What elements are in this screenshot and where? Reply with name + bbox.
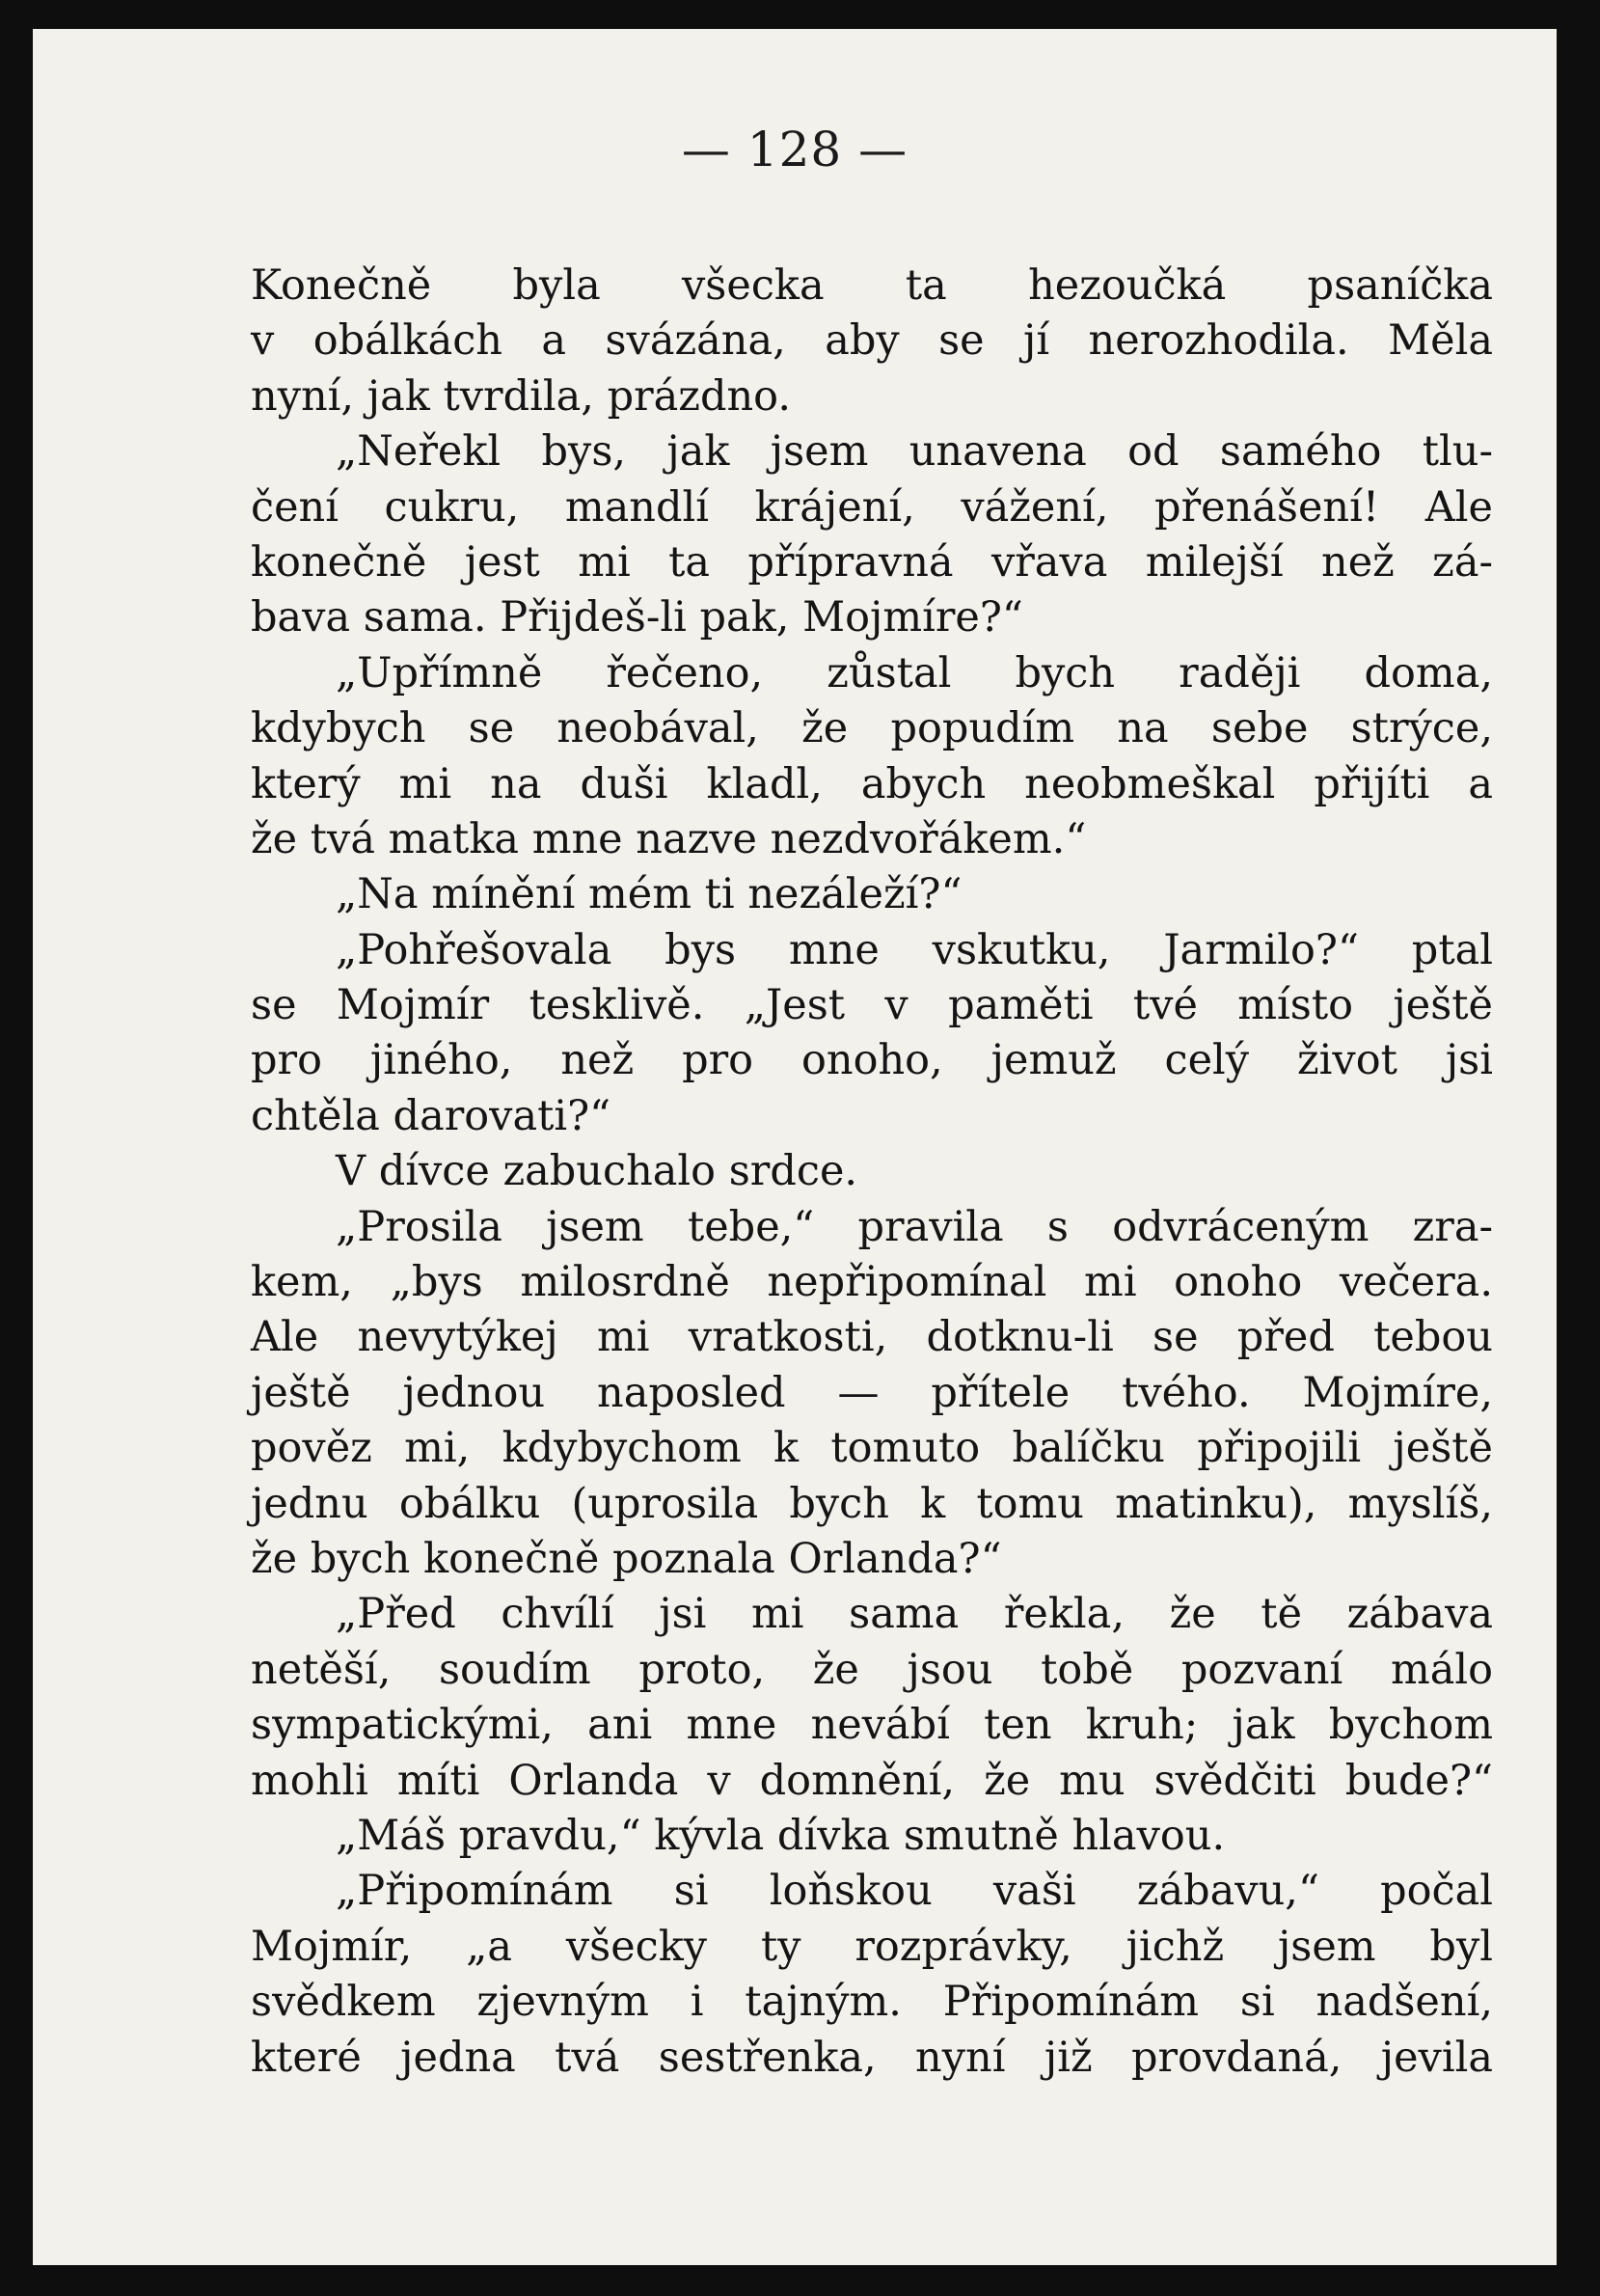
text-line: V dívce zabuchalo srdce. [336, 1147, 858, 1196]
text-line: „Před chvílí jsi mi sama řekla, že tě zábava [336, 1590, 1493, 1639]
text-line: „Neřekl bys, jak jsem unavena od samého tlu- [336, 427, 1493, 477]
text-line: konečně jest mi ta přípravná vřava milejší než zá- [251, 537, 1493, 587]
text-line: ještě jednou naposled — přítele tvého. Mojmíre, [251, 1368, 1493, 1417]
text-line: „Prosila jsem tebe,“ pravila s odvráceným zra- [336, 1202, 1493, 1251]
text-line: netěší, soudím proto, že jsou tobě pozvaní málo [251, 1645, 1493, 1694]
text-line: v obálkách a svázána, aby se jí nerozhodila. Měla [251, 316, 1493, 366]
text-line: Mojmír, „a všecky ty rozprávky, jichž jsem byl [251, 1922, 1493, 1971]
text-line: Konečně byla všecka ta hezoučká psaníčka [251, 261, 1493, 310]
text-line: chtěla darovati?“ [251, 1091, 611, 1140]
text-line: bava sama. Přijdeš-li pak, Mojmíre?“ [251, 593, 1023, 642]
body-text [251, 259, 1493, 2086]
text-line: nyní, jak tvrdila, prázdno. [251, 371, 791, 421]
text-line: kem, „bys milosrdně nepřipomínal mi onoho večera. [251, 1258, 1493, 1307]
text-line: Ale nevytýkej mi vratkosti, dotknu-li se před tebou [251, 1313, 1493, 1362]
text-line: „Máš pravdu,“ kývla dívka smutně hlavou. [336, 1811, 1226, 1860]
book-page [33, 29, 1557, 2265]
text-line: jednu obálku (uprosila bych k tomu matinku), myslíš, [251, 1479, 1493, 1528]
text-line: pro jiného, než pro onoho, jemuž celý život jsi [251, 1036, 1493, 1085]
page-number: — 128 — [681, 122, 908, 178]
text-line: čení cukru, mandlí krájení, vážení, přenášení! Ale [251, 482, 1493, 532]
text-line: že bych konečně poznala Orlanda?“ [251, 1534, 1002, 1583]
text-line: svědkem zjevným i tajným. Připomínám si nadšení, [251, 1978, 1493, 2027]
text-line: „Upřímně řečeno, zůstal bych raději doma, [336, 648, 1493, 697]
text-line: „Pohřešovala bys mne vskutku, Jarmilo?“ ptal [336, 925, 1493, 974]
text-line: pověz mi, kdybychom k tomuto balíčku připojili ještě [251, 1424, 1493, 1473]
text-line: že tvá matka mne nazve nezdvořákem.“ [251, 814, 1087, 863]
text-line: mohli míti Orlanda v domnění, že mu svědčiti bude?“ [251, 1756, 1493, 1805]
text-line: kdybych se neobával, že popudím na sebe strýce, [251, 704, 1493, 753]
text-line: „Na mínění mém ti nezáleží?“ [336, 870, 963, 919]
text-line: které jedna tvá sestřenka, nyní již provdaná, jevila [251, 2033, 1493, 2082]
text-line: „Připomínám si loňskou vaši zábavu,“ počal [336, 1867, 1493, 1916]
text-line: který mi na duši kladl, abych neobmeškal přijíti a [251, 759, 1493, 808]
text-line: sympatickými, ani mne nevábí ten kruh; jak bychom [251, 1701, 1493, 1750]
text-line: se Mojmír tesklivě. „Jest v paměti tvé místo ještě [251, 981, 1493, 1030]
